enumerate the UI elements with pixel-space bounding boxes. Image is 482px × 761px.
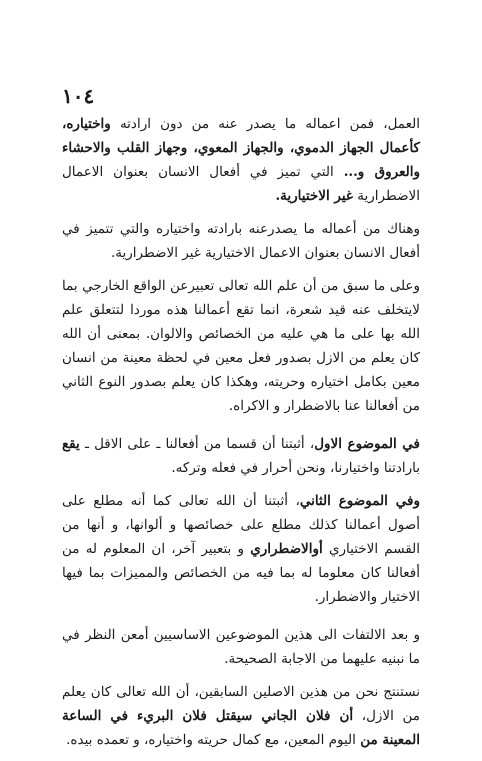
- page-number: ١٠٤: [62, 84, 95, 108]
- paragraph-6: [62, 623, 420, 671]
- bold-run: غير الاختيارية.: [275, 188, 353, 204]
- paragraph-7: [62, 680, 420, 752]
- text-run: وعلى ما سبق من أن علم الله تعالى تعبيرعن الواقع الخارجي بما لايتخلف عنه قيد شعرة، انما تقع أعمالنا هذه موردا لتتعلق علم الله بها على ما هي عليه من الخصائص والالوان. بمعنى أن الله كان يعلم من الازل بصدور فعل معين في لحظة معينة من انسان معين بكامل اختياره وحريته، وهكذا كان يعلم بصدور النوع الثاني من أفعالنا عنا بالاضطرار و الاكراه.: [62, 278, 420, 414]
- paragraph-3: [62, 274, 420, 418]
- paragraph-4: [62, 432, 420, 480]
- page-body: [62, 112, 420, 761]
- text-run: وهناك من أعماله ما يصدرعنه بارادته واختياره والتي تتميز في أفعال الانسان بعنوان الاعمال الاختيارية غير الاضطرارية.: [62, 221, 420, 261]
- text-run: نستنتج نحن من هذين الاصلين السابقين، أن الله تعالى كان يعلم من الازل،: [62, 684, 420, 724]
- text-run: اليوم المعين، مع كمال حريته واختياره، و تعمده بيده.: [66, 732, 361, 748]
- text-run: التي تميز في أفعال الانسان بعنوان الاعمال الاضطرارية: [62, 164, 420, 204]
- bold-run: في الموضوع الاول: [314, 436, 420, 452]
- bold-run: أوالاضطراري: [250, 541, 323, 557]
- text-run: بارادتنا واختيارنا، ونحن أحرار في فعله وتركه.: [171, 460, 420, 476]
- paragraph-5: [62, 489, 420, 609]
- text-run: و بعد الالتفات الى هذين الموضوعين الاساسيين أمعن النظر في ما نبنيه عليهما من الاجابة الصحيحة.: [62, 627, 420, 667]
- bold-run: واختياره، كأعمال الجهاز الدموي، والجهاز المعوي، وجهاز القلب والاحشاء والعروق و...: [62, 116, 420, 180]
- bold-run: أن فلان الجاني سيقتل فلان البريء في الساعة المعينة من: [62, 708, 420, 748]
- text-run: ، أثبتنا أن الله تعالى كما أنه مطلع على أصول أعمالنا كذلك مطلع على خصائصها و ألوانها، و أنها من القسم الاختياري: [62, 493, 420, 557]
- bold-run: يقع: [62, 436, 80, 452]
- paragraph-1: [62, 112, 420, 208]
- paragraph-2: [62, 217, 420, 265]
- text-run: و بتعبير آخر، ان المعلوم له من أفعالنا كان معلوما له بما فيه من الخصائص والمميزات بما فيها الاختيار والاضطرار.: [62, 541, 420, 605]
- bold-run: وفي الموضوع الثاني: [299, 493, 420, 509]
- text-run: ، أثبتنا أن قسما من أفعالنا ـ على الاقل ـ: [79, 436, 315, 452]
- text-run: العمل، فمن اعماله ما يصدر عنه من دون ارادته: [110, 116, 420, 132]
